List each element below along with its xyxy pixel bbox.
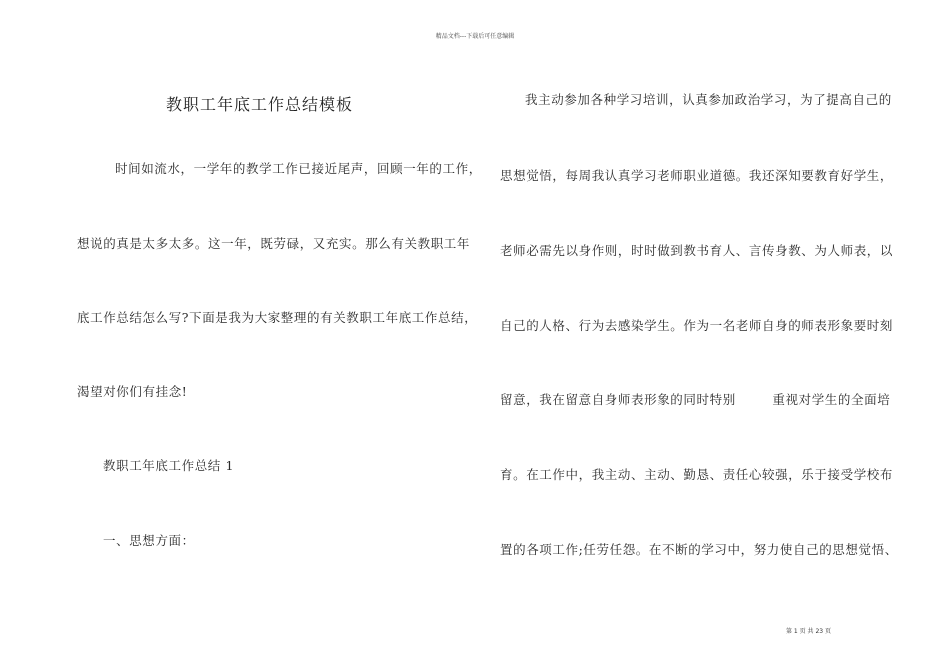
header-note: 精品文档---下载后可任意编辑 — [435, 33, 515, 40]
paragraph-line: 老师必需先以身作则，时时做到教书育人、言传身教、为人师表，以 — [500, 243, 894, 258]
paragraph-line: 育。在工作中，我主动、主动、勤恳、责任心较强，乐于接受学校布 — [500, 467, 894, 482]
section-heading: 教职工年底工作总结 1 — [103, 458, 235, 473]
subsection-heading: 一、思想方面： — [103, 533, 195, 548]
page-number: 第 1 页 共 23 页 — [786, 628, 831, 635]
paragraph-line: 置的各项工作;任劳任怨。在不断的学习中，努力使自己的思想觉悟、 — [500, 542, 898, 557]
paragraph-line: 留意，我在留意自身师表形象的同时特别 重视对学生的全面培 — [500, 392, 891, 407]
paragraph-line: 想说的真是太多太多。这一年，既劳碌，又充实。那么有关教职工年 — [77, 236, 471, 251]
paragraph-line: 底工作总结怎么写?下面是我为大家整理的有关教职工年底工作总结， — [77, 310, 478, 325]
paragraph-line: 我主动参加各种学习培训，认真参加政治学习，为了提高自己的 — [525, 92, 892, 107]
paragraph-line: 思想觉悟，每周我认真学习老师职业道德。我还深知要教育好学生， — [500, 168, 894, 183]
paragraph-line: 时间如流水，一学年的教学工作已接近尾声，回顾一年的工作， — [115, 161, 482, 176]
paragraph-line: 渴望对你们有挂念! — [77, 384, 188, 399]
right-column — [475, 0, 950, 672]
document-title: 教职工年底工作总结模板 — [166, 95, 354, 114]
paragraph-line: 自己的人格、行为去感染学生。作为一名老师自身的师表形象要时刻 — [500, 318, 894, 333]
